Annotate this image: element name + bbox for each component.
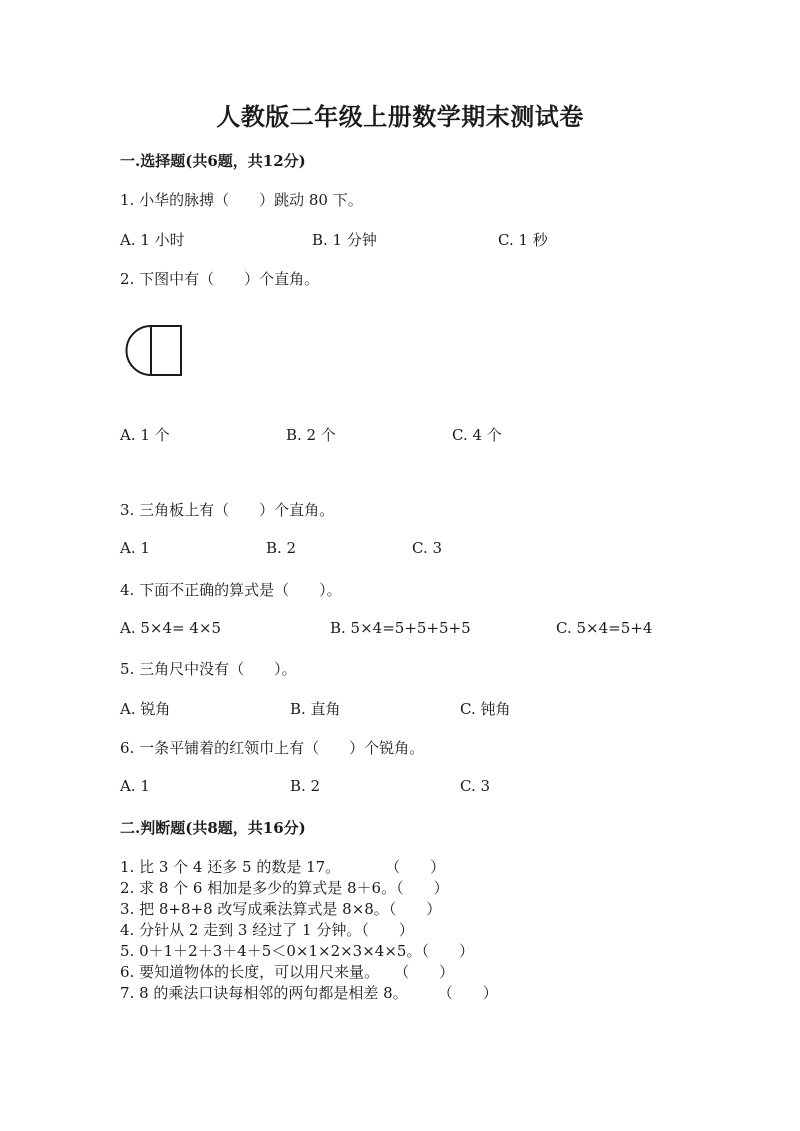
question-3-stem: 3. 三角板上有（ ）个直角。 [120, 501, 335, 519]
question-3-option-b: B. 2 [266, 539, 297, 557]
section-heading-choice: 一.选择题(共6题，共12分) [120, 152, 306, 170]
question-1-option-b: B. 1 分钟 [312, 231, 377, 249]
question-2-option-c: C. 4 个 [452, 426, 502, 444]
question-6-option-a: A. 1 [120, 777, 150, 795]
judge-question-7: 7. 8 的乘法口诀每相邻的两句都是相差 8。 （ ） [120, 984, 498, 1002]
question-2-option-a: A. 1 个 [120, 426, 170, 444]
question-5-option-c: C. 钝角 [460, 700, 511, 718]
question-2-option-b: B. 2 个 [286, 426, 336, 444]
question-3-option-c: C. 3 [412, 539, 443, 557]
judge-question-2: 2. 求 8 个 6 相加是多少的算式是 8＋6。（ ） [120, 879, 449, 897]
question-6-option-b: B. 2 [290, 777, 321, 795]
question-4-stem: 4. 下面不正确的算式是（ ）。 [120, 581, 342, 599]
judge-question-6: 6. 要知道物体的长度，可以用尺来量。 （ ） [120, 963, 455, 981]
judge-question-3: 3. 把 8+8+8 改写成乘法算式是 8×8。（ ） [120, 900, 442, 918]
question-5-option-b: B. 直角 [290, 700, 341, 718]
question-2-stem: 2. 下图中有（ ）个直角。 [120, 270, 320, 288]
question-4-option-c: C. 5×4=5+4 [556, 619, 653, 637]
question-6-option-c: C. 3 [460, 777, 491, 795]
judge-question-5: 5. 0＋1＋2＋3＋4＋5＜0×1×2×3×4×5。（ ） [120, 942, 474, 960]
judge-question-4: 4. 分针从 2 走到 3 经过了 1 分钟。（ ） [120, 921, 414, 939]
page-title: 人教版二年级上册数学期末测试卷 [216, 102, 584, 131]
question-3-option-a: A. 1 [120, 539, 150, 557]
question-4-option-a: A. 5×4= 4×5 [120, 619, 222, 637]
question-6-stem: 6. 一条平铺着的红领巾上有（ ）个锐角。 [120, 739, 425, 757]
question-1-option-c: C. 1 秒 [498, 231, 548, 249]
question-5-stem: 5. 三角尺中没有（ ）。 [120, 660, 297, 678]
question-5-option-a: A. 锐角 [120, 700, 171, 718]
section-heading-judge: 二.判断题(共8题，共16分) [120, 819, 306, 837]
question-1-option-a: A. 1 小时 [120, 231, 185, 249]
half-circle-rectangle-figure [124, 324, 186, 380]
question-4-option-b: B. 5×4=5+5+5+5 [330, 619, 471, 637]
judge-question-1: 1. 比 3 个 4 还多 5 的数是 17。 （ ） [120, 858, 446, 876]
question-1-stem: 1. 小华的脉搏（ ）跳动 80 下。 [120, 191, 363, 209]
